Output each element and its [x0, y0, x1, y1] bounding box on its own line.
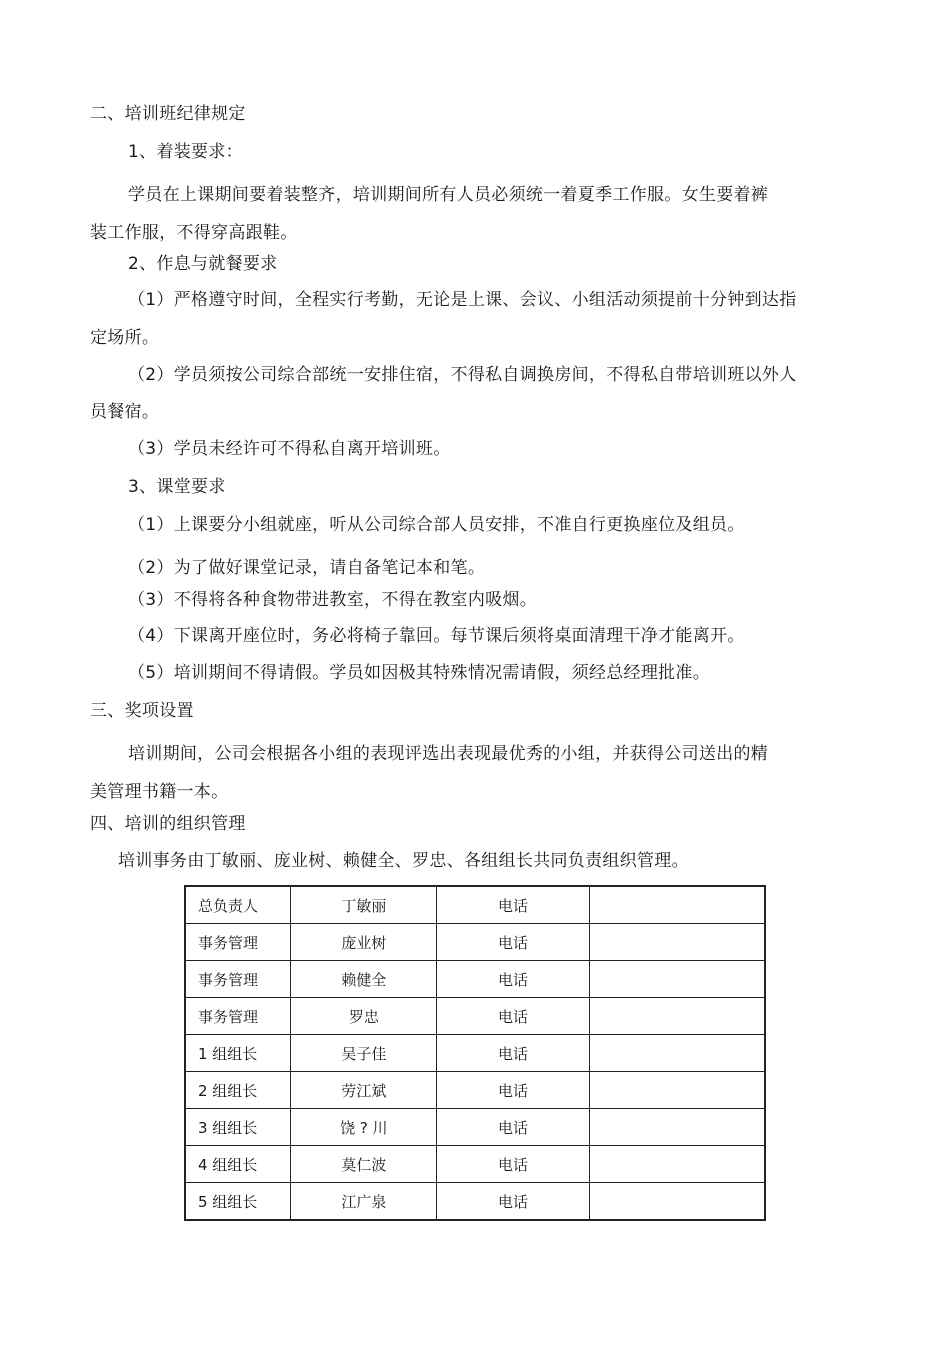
phone-number-cell [589, 1035, 765, 1072]
table-row [185, 998, 765, 1035]
paragraph-line: （2）学员须按公司综合部统一安排住宿，不得私自调换房间，不得私自带培训班以外人 [128, 365, 797, 385]
phone-number-cell [589, 924, 765, 961]
paragraph-line: 定场所。 [90, 328, 160, 348]
name-cell: 饶 ? 川 [291, 1109, 437, 1146]
table-row [185, 1109, 765, 1146]
phone-number-cell [589, 1072, 765, 1109]
role-cell: 事务管理 [185, 924, 291, 961]
role-cell: 1 组组长 [185, 1035, 291, 1072]
name-cell: 赖健全 [291, 961, 437, 998]
phone-label-cell: 电话 [437, 1072, 590, 1109]
phone-label-cell: 电话 [437, 1109, 590, 1146]
role-cell: 事务管理 [185, 961, 291, 998]
section-heading-awards: 三、奖项设置 [90, 701, 194, 721]
role-cell: 4 组组长 [185, 1146, 291, 1183]
table-row [185, 924, 765, 961]
subheading-dress: 1、着装要求： [128, 142, 243, 162]
role-cell: 3 组组长 [185, 1109, 291, 1146]
paragraph-line: （1）上课要分小组就座，听从公司综合部人员安排，不准自行更换座位及组员。 [128, 515, 745, 535]
paragraph-line: 学员在上课期间要着装整齐，培训期间所有人员必须统一着夏季工作服。女生要着裤 [128, 185, 769, 205]
paragraph-line: 培训期间，公司会根据各小组的表现评选出表现最优秀的小组，并获得公司送出的精 [128, 744, 769, 764]
phone-number-cell [589, 1109, 765, 1146]
name-cell: 庞业树 [291, 924, 437, 961]
staff-contact-table [184, 885, 766, 1221]
subheading-classroom: 3、课堂要求 [128, 477, 226, 497]
phone-number-cell [589, 961, 765, 998]
phone-label-cell: 电话 [437, 886, 590, 924]
phone-label-cell: 电话 [437, 924, 590, 961]
section-heading-discipline: 二、培训班纪律规定 [90, 104, 246, 124]
role-cell: 总负责人 [185, 886, 291, 924]
paragraph-line: （3）不得将各种食物带进教室，不得在教室内吸烟。 [128, 590, 538, 610]
section-heading-organization: 四、培训的组织管理 [90, 814, 246, 834]
paragraph-line: （4）下课离开座位时，务必将椅子靠回。每节课后须将桌面清理干净才能离开。 [128, 626, 745, 646]
table-row [185, 1035, 765, 1072]
phone-number-cell [589, 1183, 765, 1221]
subheading-schedule: 2、作息与就餐要求 [128, 254, 278, 274]
name-cell: 罗忠 [291, 998, 437, 1035]
paragraph-line: 美管理书籍一本。 [90, 782, 229, 802]
name-cell: 莫仁波 [291, 1146, 437, 1183]
name-cell: 江广泉 [291, 1183, 437, 1221]
table-row [185, 886, 765, 924]
paragraph-line: （2）为了做好课堂记录，请自备笔记本和笔。 [128, 558, 486, 578]
phone-number-cell [589, 886, 765, 924]
paragraph-line: 装工作服，不得穿高跟鞋。 [90, 223, 298, 243]
phone-label-cell: 电话 [437, 1146, 590, 1183]
name-cell: 劳江斌 [291, 1072, 437, 1109]
paragraph-line: （5）培训期间不得请假。学员如因极其特殊情况需请假，须经总经理批准。 [128, 663, 711, 683]
paragraph-line: （3）学员未经许可不得私自离开培训班。 [128, 439, 451, 459]
phone-label-cell: 电话 [437, 1183, 590, 1221]
name-cell: 丁敏丽 [291, 886, 437, 924]
role-cell: 2 组组长 [185, 1072, 291, 1109]
role-cell: 5 组组长 [185, 1183, 291, 1221]
paragraph-line: 员餐宿。 [90, 402, 160, 422]
table-row [185, 1146, 765, 1183]
table-row [185, 1183, 765, 1221]
table-row [185, 1072, 765, 1109]
paragraph-line: （1）严格遵守时间，全程实行考勤，无论是上课、会议、小组活动须提前十分钟到达指 [128, 290, 797, 310]
phone-label-cell: 电话 [437, 961, 590, 998]
table-row [185, 961, 765, 998]
phone-label-cell: 电话 [437, 1035, 590, 1072]
paragraph-line: 培训事务由丁敏丽、庞业树、赖健全、罗忠、各组组长共同负责组织管理。 [118, 851, 689, 871]
name-cell: 吴子佳 [291, 1035, 437, 1072]
role-cell: 事务管理 [185, 998, 291, 1035]
phone-label-cell: 电话 [437, 998, 590, 1035]
phone-number-cell [589, 998, 765, 1035]
phone-number-cell [589, 1146, 765, 1183]
